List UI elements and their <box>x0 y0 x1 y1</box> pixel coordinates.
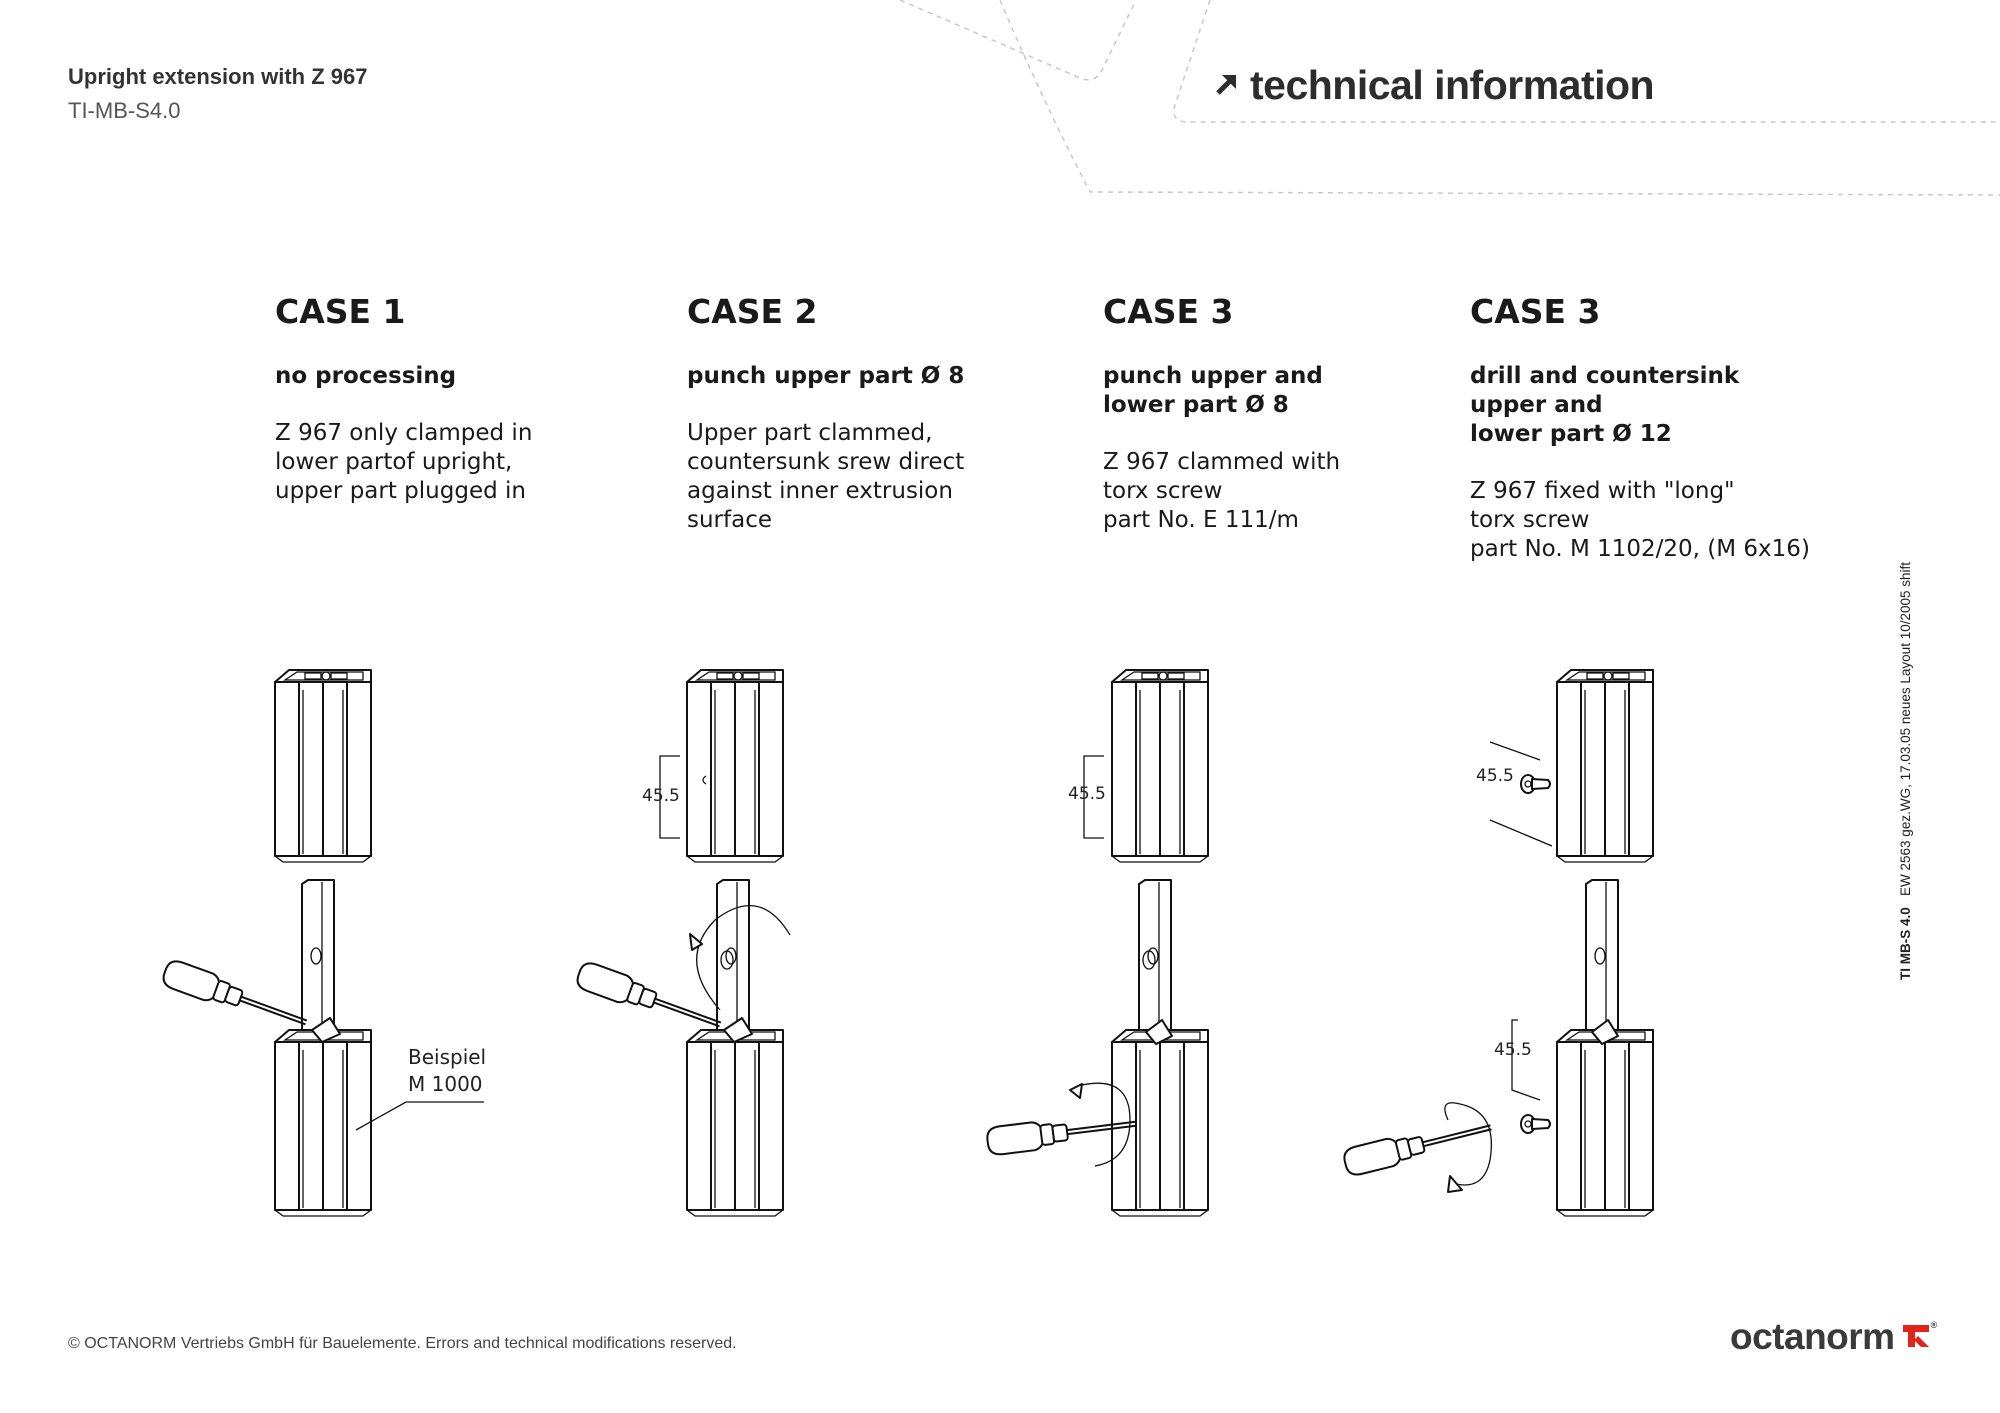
dimension-label-case-4-lower: 45.5 <box>1494 1040 1532 1060</box>
logo-registered-mark: ® <box>1930 1320 1937 1330</box>
octanorm-logo <box>1730 1316 1937 1358</box>
case-4-subtitle: drill and countersink upper and lower part Ø 12 <box>1470 363 1740 447</box>
side-note-text: EW 2563 gez.WG, 17.03.05 neues Layout 10/2005 shift <box>1898 562 1913 896</box>
case-4-title: CASE 3 <box>1470 292 1601 331</box>
case-3-subtitle: punch upper and lower part Ø 8 <box>1103 363 1323 418</box>
case-2-subtitle: punch upper part Ø 8 <box>687 363 965 389</box>
side-note <box>1898 562 1913 980</box>
case-3-description: Z 967 clammed with torx screw part No. E 111/m <box>1103 449 1341 533</box>
footer-copyright: © OCTANORM Vertriebs GmbH für Bauelemente. Errors and technical modifications reserved. <box>68 1335 737 1352</box>
side-note-code: TI MB-S 4.0 <box>1898 907 1913 980</box>
case-2-description: Upper part clammed, countersunk srew direct against inner extrusion surface <box>687 420 965 533</box>
case-4-description: Z 967 fixed with "long" torx screw part No. M 1102/20, (M 6x16) <box>1470 478 1810 562</box>
dimension-label-case-3: 45.5 <box>1068 784 1106 804</box>
logo-text: octanorm <box>1730 1316 1895 1357</box>
dimension-label-case-2: 45.5 <box>642 786 680 806</box>
dimension-label-case-4-upper: 45.5 <box>1476 766 1514 786</box>
case-3-title: CASE 3 <box>1103 292 1234 331</box>
case-1-title: CASE 1 <box>275 292 406 331</box>
octanorm-logo-mark-icon <box>1901 1323 1931 1349</box>
document-title: Upright extension with Z 967 <box>68 64 368 89</box>
case-1-description: Z 967 only clamped in lower partof upright, upper part plugged in <box>275 420 533 504</box>
case-1-subtitle: no processing <box>275 363 457 389</box>
document-code: TI-MB-S4.0 <box>68 98 181 123</box>
section-heading-text: technical information <box>1250 62 1655 108</box>
case-2-title: CASE 2 <box>687 292 818 331</box>
example-callout: Beispiel M 1000 <box>408 1045 487 1096</box>
